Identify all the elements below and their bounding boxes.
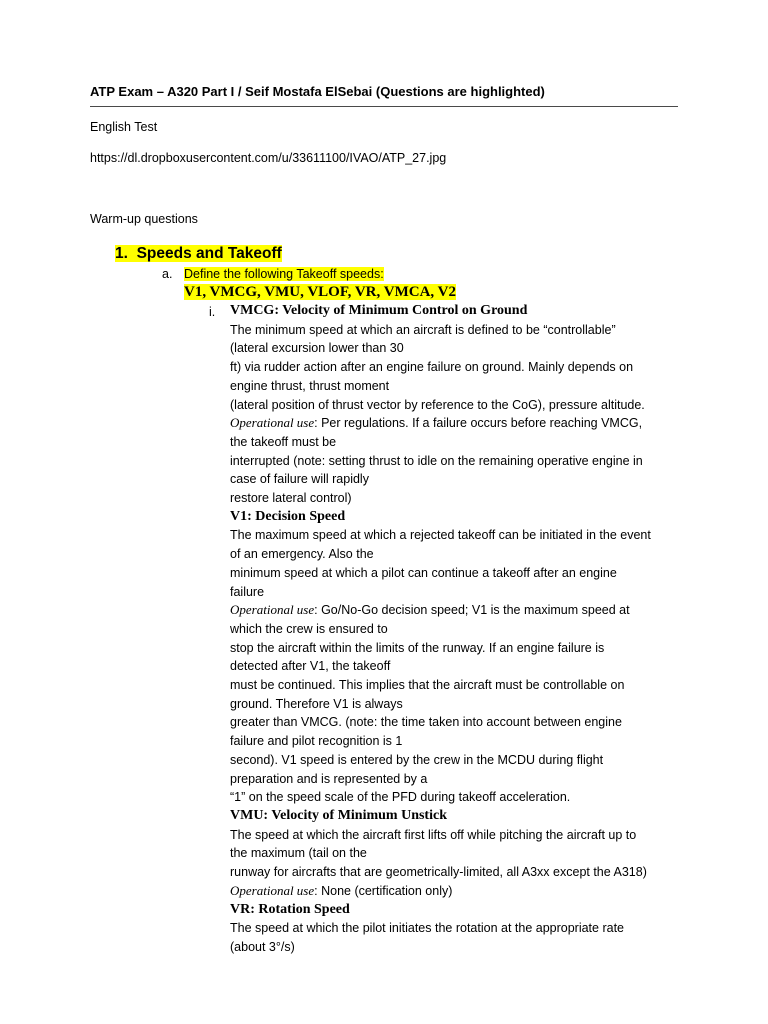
text-line: “1” on the speed scale of the PFD during takeoff acceleration. [230,790,571,805]
definitions-body [230,302,678,957]
operational-use-label: Operational use [230,415,315,431]
text-line: (about 3°/s) [230,939,295,954]
item-a-question: Define the following Takeoff speeds: [184,267,384,281]
text-line: stop the aircraft within the limits of the runway. If an engine failure is [230,640,605,655]
operational-use-label: Operational use [230,882,315,898]
vmu-heading: VMU: Velocity of Minimum Unstick [230,807,447,823]
image-link[interactable]: https://dl.dropboxusercontent.com/u/33611100/IVAO/ATP_27.jpg [90,151,447,165]
section-number: 1. [115,245,128,262]
text-line: which the crew is ensured to [230,621,388,636]
speeds-list: V1, VMCG, VMU, VLOF, VR, VMCA, V2 [184,284,456,300]
text-line: failure [230,584,265,599]
section-title: Speeds and Takeoff [136,245,282,262]
text-line: failure and pilot recognition is 1 [230,734,403,749]
operational-use-label: Operational use [230,602,315,618]
text-line: of an emergency. Also the [230,547,374,562]
text-line: minimum speed at which a pilot can continue a takeoff after an engine [230,565,617,580]
text-line: ft) via rudder action after an engine failure on ground. Mainly depends on [230,360,634,375]
text-line: The speed at which the aircraft first lifts off while pitching the aircraft up to [230,827,637,842]
warmup-heading: Warm-up questions [90,212,198,226]
text-line: Operational use: None (certification only) [230,882,453,898]
text-line: The speed at which the pilot initiates the rotation at the appropriate rate [230,921,624,936]
page-title: ATP Exam – A320 Part I / Seif Mostafa ElSebai (Questions are highlighted) [90,84,678,107]
text-line: Operational use: Go/No-Go decision speed; V1 is the maximum speed at [230,602,630,618]
text-line: ground. Therefore V1 is always [230,696,403,711]
text-line: runway for aircrafts that are geometrically-limited, all A3xx except the A318) [230,865,647,880]
v1-heading: V1: Decision Speed [230,508,346,524]
english-test-label: English Test [90,120,158,134]
text-line: interrupted (note: setting thrust to idle on the remaining operative engine in [230,453,643,468]
text-line: (lateral position of thrust vector by reference to the CoG), pressure altitude. [230,397,645,412]
text-line: the maximum (tail on the [230,846,367,861]
text-line: case of failure will rapidly [230,472,369,487]
section-heading [115,245,282,263]
text-line: the takeoff must be [230,434,337,449]
roman-numeral-i: i. [209,305,216,319]
text-line: Operational use: Per regulations. If a failure occurs before reaching VMCG, [230,415,643,431]
text-line: second). V1 speed is entered by the crew in the MCDU during flight [230,752,604,767]
text-line: must be continued. This implies that the aircraft must be controllable on [230,678,625,693]
text-line: preparation and is represented by a [230,771,428,786]
item-a-marker: a. [162,267,173,281]
vr-heading: VR: Rotation Speed [230,901,350,917]
text-line: restore lateral control) [230,491,352,506]
text-line: (lateral excursion lower than 30 [230,341,404,356]
text-line: engine thrust, thrust moment [230,378,390,393]
text-line: detected after V1, the takeoff [230,659,391,674]
text-line: The maximum speed at which a rejected takeoff can be initiated in the event [230,528,651,543]
text-line: greater than VMCG. (note: the time taken into account between engine [230,715,622,730]
text-line: The minimum speed at which an aircraft is defined to be “controllable” [230,322,616,337]
vmcg-heading: VMCG: Velocity of Minimum Control on Ground [230,303,528,318]
